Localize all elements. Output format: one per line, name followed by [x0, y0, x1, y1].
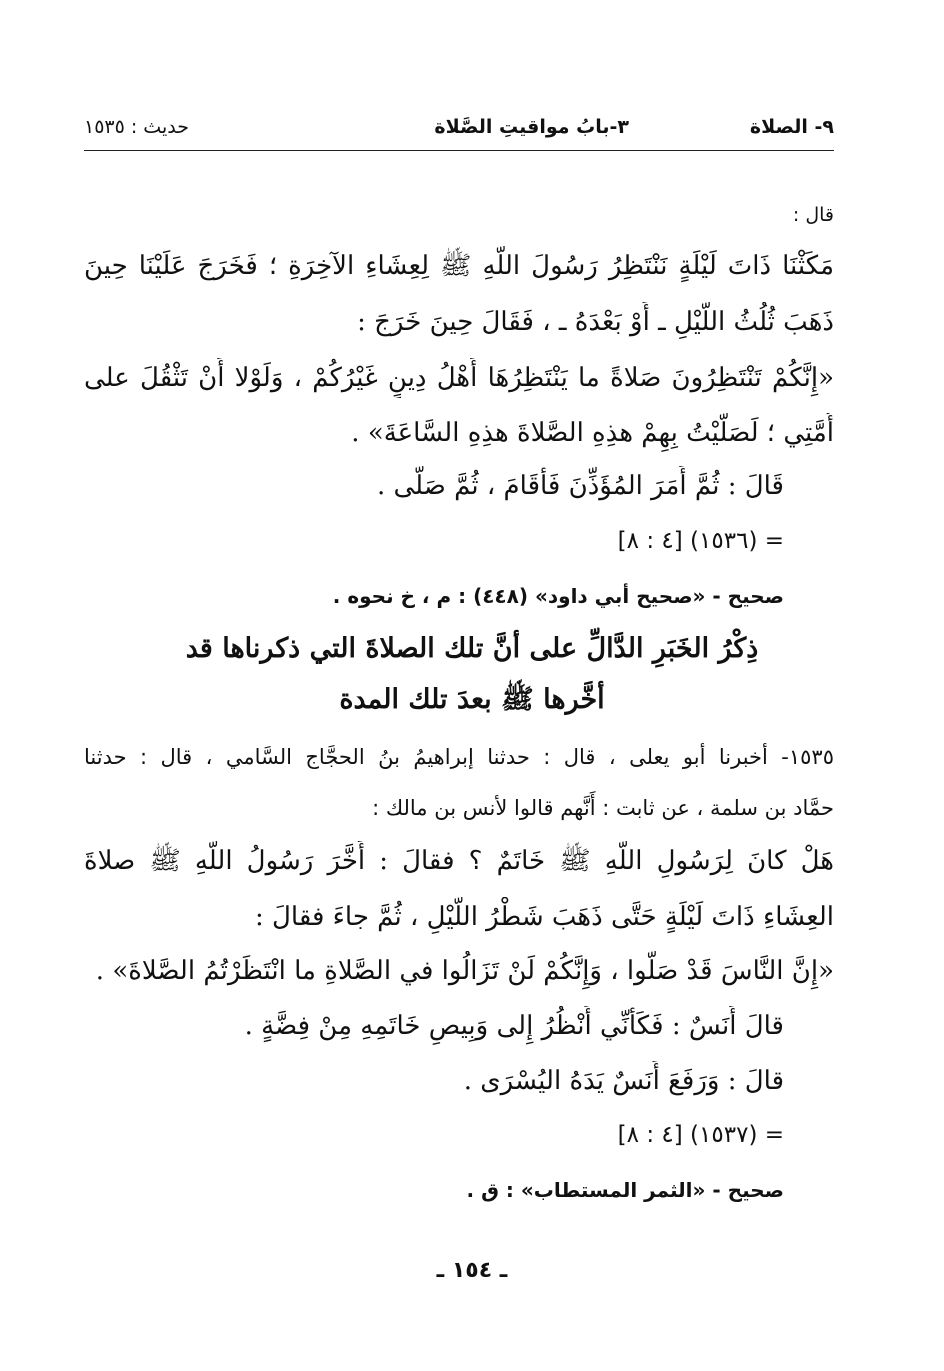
running-header: [84, 112, 834, 148]
text-line: «إِنَّ النَّاسَ قَدْ صَلَّوا ، وَإِنَّكُمْ لَنْ تَزَالُوا في الصَّلاةِ ما انْتَظَرْتُمُ الصَّلاةَ» .: [95, 956, 834, 986]
text-line: مَكَثْنَا ذَاتَ لَيْلَةٍ نَنْتَظِرُ رَسُولَ اللَّهِ ﷺ لِعِشَاءِ الآخِرَةِ ؛ فَخَرَجَ عَلَيْنَا حِينَ: [84, 251, 834, 281]
grading-line: صحيح - «الثمر المستطاب» : ق .: [466, 1178, 784, 1202]
text-line: العِشَاءِ ذَاتَ لَيْلَةٍ حَتَّى ذَهَبَ شَطْرُ اللَّيْلِ ، ثُمَّ جاءَ فقالَ :: [255, 902, 834, 932]
chapter-heading-line-1: ذِكْرُ الخَبَرِ الدَّالِّ على أنَّ تلك الصلاةَ التي ذكرناها قد: [185, 633, 759, 664]
isnad-line: ١٥٣٥- أخبرنا أبو يعلى ، قال : حدثنا إبراهيمُ بنُ الحجَّاج السَّامي ، قال : حدثنا: [84, 745, 834, 769]
chapter-title: ٩- الصلاة: [749, 116, 834, 138]
text-line: قالَ : وَرَفَعَ أَنَسٌ يَدَهُ اليُسْرَى .: [463, 1066, 784, 1096]
chapter-heading-line-2: أخَّرها ﷺ بعدَ تلك المدة: [339, 684, 605, 715]
hadith-reference: حديث : ١٥٣٥: [84, 116, 189, 138]
reference-line: = (١٥٣٧) [٤ : ٨]: [617, 1122, 784, 1148]
isnad-line: حمَّاد بن سلمة ، عن ثابت : أَنَّهم قالوا لأنس بن مالك :: [372, 796, 834, 820]
text-line: قَالَ : ثُمَّ أَمَرَ المُؤَذِّنَ فَأَقَامَ ، ثُمَّ صَلَّى .: [376, 471, 784, 501]
text-line: «إِنَّكُمْ تَنْتَظِرُونَ صَلاةً ما يَنْتَظِرُهَا أَهْلُ دِينٍ غَيْرُكُمْ ، وَلَوْلا أَنْ تَثْقُلَ على: [84, 363, 834, 393]
section-title: ٣-بابُ مواقيتِ الصَّلاة: [434, 116, 629, 138]
header-rule: [84, 150, 834, 151]
page-number: ـ ١٥٤ ـ: [436, 1258, 508, 1283]
text-line: قال :: [792, 204, 834, 226]
text-line: قالَ أَنَسٌ : فَكَأَنِّي أَنْظُرُ إِلى وَبِيصِ خَاتَمِهِ مِنْ فِضَّةٍ .: [244, 1011, 784, 1041]
text-line: هَلْ كانَ لِرَسُولِ اللَّهِ ﷺ خَاتَمٌ ؟ فقالَ : أَخَّرَ رَسُولُ اللَّهِ ﷺ صلاةَ: [84, 846, 834, 876]
grading-line: صحيح - «صحيح أبي داود» (٤٤٨) : م ، خ نحوه .: [332, 584, 784, 608]
reference-line: = (١٥٣٦) [٤ : ٨]: [617, 528, 784, 554]
text-line: أُمَّتِي ؛ لَصَلَّيْتُ بِهِمْ هذِهِ الصَّلاةَ هذِهِ السَّاعَةَ» .: [351, 418, 834, 448]
text-line: ذَهَبَ ثُلُثُ اللَّيْلِ ـ أَوْ بَعْدَهُ ـ ، فَقَالَ حِينَ خَرَجَ :: [357, 307, 834, 337]
